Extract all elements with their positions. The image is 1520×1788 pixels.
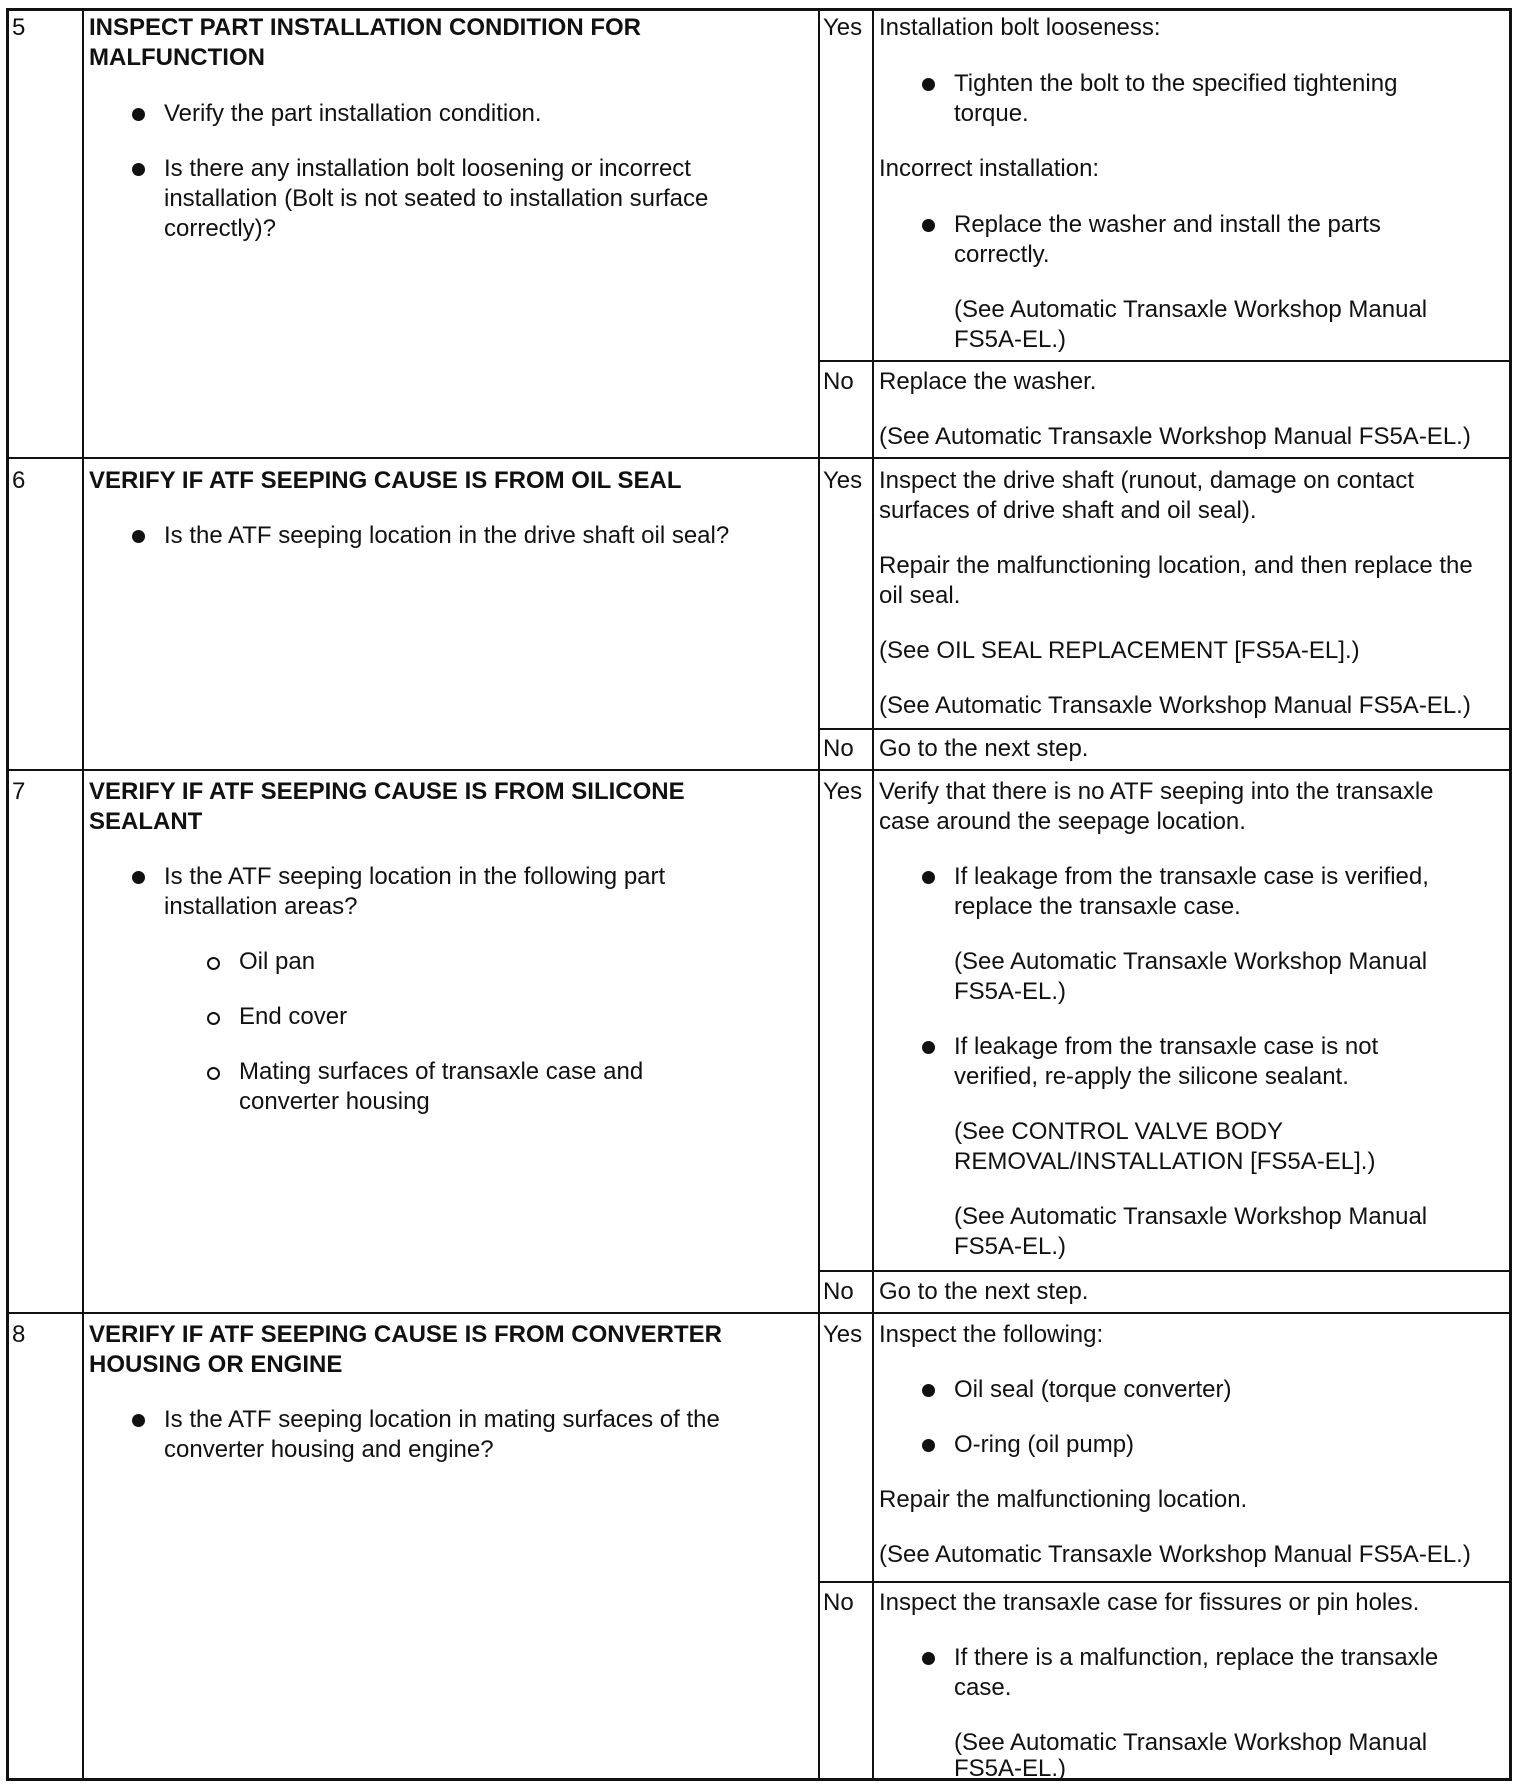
step-number: 6 bbox=[12, 467, 26, 494]
bullet-icon bbox=[132, 108, 145, 121]
row-divider bbox=[6, 457, 1512, 459]
column-divider-result bbox=[872, 8, 874, 1781]
bullet-icon bbox=[922, 1041, 935, 1054]
yes-no-divider bbox=[818, 360, 1512, 362]
sub-item: Oil pan bbox=[239, 948, 316, 975]
sub-item: Mating surfaces of transaxle case and bbox=[239, 1058, 644, 1085]
result-text: Go to the next step. bbox=[879, 735, 1089, 762]
result-text: If there is a malfunction, replace the transaxle bbox=[954, 1644, 1439, 1671]
no-label: No bbox=[823, 1278, 854, 1305]
column-divider-check bbox=[818, 8, 820, 1781]
result-text: verified, re-apply the silicone sealant. bbox=[954, 1063, 1349, 1090]
check-item: Is the ATF seeping location in mating surfaces of the bbox=[164, 1406, 720, 1433]
result-text: Replace the washer. bbox=[879, 368, 1097, 395]
bullet-icon bbox=[922, 1652, 935, 1665]
manual-reference: FS5A-EL.) bbox=[954, 1233, 1067, 1260]
result-text: Verify that there is no ATF seeping into the transaxle bbox=[879, 778, 1434, 805]
step-title: MALFUNCTION bbox=[89, 44, 265, 71]
bullet-icon bbox=[132, 163, 145, 176]
result-text: case. bbox=[954, 1674, 1012, 1701]
result-text: Inspect the drive shaft (runout, damage on contact bbox=[879, 467, 1414, 494]
result-text: surfaces of drive shaft and oil seal). bbox=[879, 497, 1257, 524]
result-text: Repair the malfunctioning location. bbox=[879, 1486, 1248, 1513]
check-item: installation areas? bbox=[164, 893, 358, 920]
check-item: installation (Bolt is not seated to installation surface bbox=[164, 185, 709, 212]
manual-reference: (See Automatic Transaxle Workshop Manual bbox=[954, 1729, 1428, 1756]
manual-reference: (See Automatic Transaxle Workshop Manual bbox=[954, 296, 1428, 323]
manual-reference: (See Automatic Transaxle Workshop Manual bbox=[954, 948, 1428, 975]
result-text: Go to the next step. bbox=[879, 1278, 1089, 1305]
step-title: SEALANT bbox=[89, 808, 203, 835]
manual-reference: (See OIL SEAL REPLACEMENT [FS5A-EL].) bbox=[879, 637, 1360, 664]
result-text: torque. bbox=[954, 100, 1029, 127]
step-title: INSPECT PART INSTALLATION CONDITION FOR bbox=[89, 14, 641, 41]
result-text: Oil seal (torque converter) bbox=[954, 1376, 1232, 1403]
yes-label: Yes bbox=[823, 1321, 863, 1348]
check-item: Is the ATF seeping location in the drive shaft oil seal? bbox=[164, 522, 730, 549]
row-divider bbox=[6, 1312, 1512, 1314]
result-text: Inspect the transaxle case for fissures or pin holes. bbox=[879, 1589, 1420, 1616]
bullet-icon bbox=[132, 1414, 145, 1427]
result-text: Installation bolt looseness: bbox=[879, 14, 1161, 41]
sub-bullet-icon bbox=[207, 1067, 220, 1080]
step-title: VERIFY IF ATF SEEPING CAUSE IS FROM SILICONE bbox=[89, 778, 685, 805]
bullet-icon bbox=[922, 871, 935, 884]
check-item: correctly)? bbox=[164, 215, 277, 242]
yes-no-divider bbox=[818, 1581, 1512, 1583]
manual-reference: REMOVAL/INSTALLATION [FS5A-EL].) bbox=[954, 1148, 1376, 1175]
result-text: correctly. bbox=[954, 241, 1050, 268]
bullet-icon bbox=[922, 219, 935, 232]
column-divider-step bbox=[82, 8, 84, 1781]
bullet-icon bbox=[922, 1439, 935, 1452]
bullet-icon bbox=[132, 530, 145, 543]
yes-no-divider bbox=[818, 1270, 1512, 1272]
step-title: VERIFY IF ATF SEEPING CAUSE IS FROM OIL SEAL bbox=[89, 467, 682, 494]
no-label: No bbox=[823, 368, 854, 395]
manual-reference: FS5A-EL.) bbox=[954, 326, 1067, 353]
result-text: Tighten the bolt to the specified tightening bbox=[954, 70, 1398, 97]
result-text: Replace the washer and install the parts bbox=[954, 211, 1381, 238]
result-text: replace the transaxle case. bbox=[954, 893, 1241, 920]
step-number: 7 bbox=[12, 778, 26, 805]
manual-reference: (See CONTROL VALVE BODY bbox=[954, 1118, 1283, 1145]
step-number: 5 bbox=[12, 14, 26, 41]
yes-label: Yes bbox=[823, 467, 863, 494]
sub-bullet-icon bbox=[207, 957, 220, 970]
sub-bullet-icon bbox=[207, 1012, 220, 1025]
check-item: Verify the part installation condition. bbox=[164, 100, 542, 127]
result-text: If leakage from the transaxle case is not bbox=[954, 1033, 1379, 1060]
yes-no-divider bbox=[818, 728, 1512, 730]
yes-label: Yes bbox=[823, 778, 863, 805]
result-text: O-ring (oil pump) bbox=[954, 1431, 1135, 1458]
manual-reference: (See Automatic Transaxle Workshop Manual FS5A-EL.) bbox=[879, 423, 1471, 450]
bullet-icon bbox=[922, 1384, 935, 1397]
manual-reference: FS5A-EL.) bbox=[954, 1755, 1067, 1782]
sub-item: converter housing bbox=[239, 1088, 430, 1115]
result-text: oil seal. bbox=[879, 582, 961, 609]
result-text: Incorrect installation: bbox=[879, 155, 1100, 182]
row-divider bbox=[6, 769, 1512, 771]
check-item: converter housing and engine? bbox=[164, 1436, 494, 1463]
result-text: case around the seepage location. bbox=[879, 808, 1246, 835]
manual-reference: (See Automatic Transaxle Workshop Manual bbox=[954, 1203, 1428, 1230]
yes-label: Yes bbox=[823, 14, 863, 41]
sub-item: End cover bbox=[239, 1003, 348, 1030]
no-label: No bbox=[823, 735, 854, 762]
manual-reference: FS5A-EL.) bbox=[954, 978, 1067, 1005]
bullet-icon bbox=[922, 78, 935, 91]
result-text: Inspect the following: bbox=[879, 1321, 1104, 1348]
check-item: Is there any installation bolt loosening or incorrect bbox=[164, 155, 691, 182]
step-number: 8 bbox=[12, 1321, 26, 1348]
check-item: Is the ATF seeping location in the following part bbox=[164, 863, 666, 890]
step-title: HOUSING OR ENGINE bbox=[89, 1351, 343, 1378]
bullet-icon bbox=[132, 871, 145, 884]
no-label: No bbox=[823, 1589, 854, 1616]
manual-reference: (See Automatic Transaxle Workshop Manual FS5A-EL.) bbox=[879, 692, 1471, 719]
step-title: VERIFY IF ATF SEEPING CAUSE IS FROM CONVERTER bbox=[89, 1321, 722, 1348]
result-text: Repair the malfunctioning location, and then replace the bbox=[879, 552, 1473, 579]
result-text: If leakage from the transaxle case is verified, bbox=[954, 863, 1429, 890]
manual-reference: (See Automatic Transaxle Workshop Manual FS5A-EL.) bbox=[879, 1541, 1471, 1568]
